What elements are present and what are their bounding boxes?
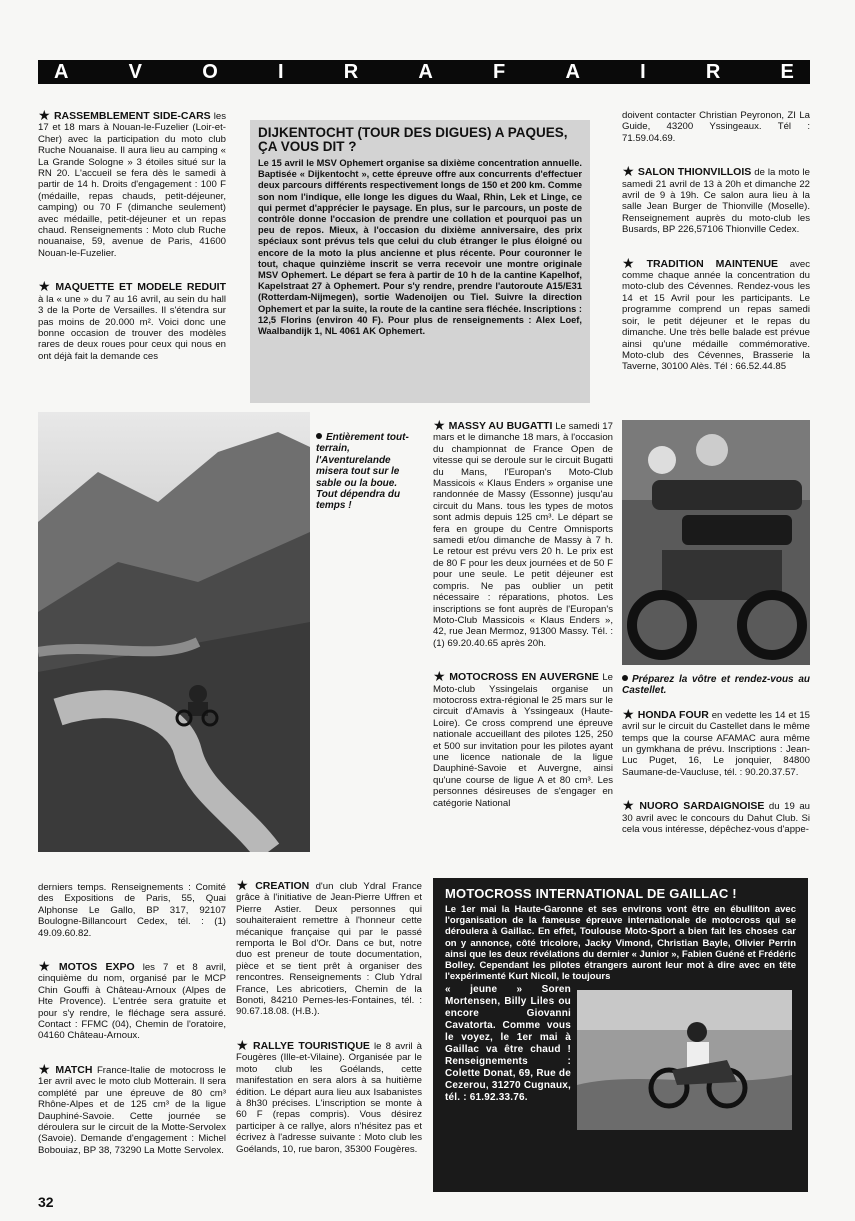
box-body: Le 1er mai la Haute-Garonne et ses environs vont être en ébulliton avec l'organisation de la fameuse épreuve internationale de motocross qui se déroulera à Gaillac. En effet, Toulouse Moto-Sport a bien fait les choses car on y annonce, côté tricolore, Jacky Vimond, Christian Bayle, Olivier Perrin ainsi que les deux révélations du dernier « Junior », Fabien Guéné et Frédéric Bolley. Cependant les pilotes étrangers auront leur mot à dire avec en tête l'expérimenté Kurt Nicoll, le toujours: [445, 904, 796, 983]
article-creation: [236, 877, 422, 1018]
article-title: HONDA FOUR: [637, 708, 709, 721]
article-maquette-cont: [38, 882, 226, 939]
star-icon: ★: [622, 705, 635, 722]
column-middle: [433, 417, 613, 831]
header-letter: R: [705, 60, 721, 83]
article-body: derniers temps. Renseignements : Comité des Expositions de Paris, 55, Quai Alphonse Le Gallo, BP 317, 92107 Boulogne-Billancourt Cedex, tél. : (1) 49.09.60.82.: [38, 882, 226, 939]
header-letter: A: [418, 60, 433, 83]
article-body: Le Moto-club Yssingelais organise un motocross extra-régional le 25 mars sur le circuit d'Amavis à Yssingeaux (Haute-Loire). Ce cross comprend une épreuve nationale accueillant des pilotes 125, 250 et 500 sur invitation pour les pilotes ayant une licence nationale de la ligue Dauphiné-Savoie et Auvergne, ainsi qu'une course de ligue A et 80 cm³. Les personnes désireuses de s'engager en catégorie National: [433, 672, 613, 809]
column-right-bottom: [622, 674, 810, 857]
article-massy: [433, 417, 613, 649]
article-body: les 7 et 8 avril, cinquième du nom, organisé par le MCP Chin Gouffi à Château-Arnoux (Alpes de Hte Provence). L'entrée sera gratuite et pour s'y rendre, le fléchage sera assuré. Contact : FFMC (04), Chemin de l'oratoire, 04160 Château-Arnoux.: [38, 962, 227, 1042]
article-title: MOTOS EXPO: [58, 961, 135, 974]
box-title: DIJKENTOCHT (TOUR DES DIGUES) A PAQUES, ÇA VOUS DIT ?: [258, 125, 568, 154]
article-rallye: [236, 1036, 422, 1155]
header-letter: O: [202, 60, 218, 83]
article-thionvillois: [622, 163, 810, 236]
mountain-trail-image: [38, 412, 310, 852]
column-left-top: [38, 107, 226, 384]
caption-castellet: [622, 674, 810, 697]
article-side-cars: [38, 107, 226, 259]
star-icon: ★: [38, 958, 56, 975]
dijkentocht-box: [250, 120, 590, 403]
header-letter: R: [343, 60, 359, 83]
column-right-top: [622, 110, 810, 395]
article-title: MOTOCROSS EN AUVERGNE: [449, 671, 599, 684]
article-title: MASSY AU BUGATTI: [448, 420, 553, 432]
header-letter: I: [277, 60, 284, 83]
article-tradition: [622, 254, 810, 373]
star-icon: ★: [38, 278, 53, 295]
article-honda: [622, 705, 810, 778]
photo-honda-motorcycle: [622, 420, 810, 665]
article-body: Le samedi 17 mars et le dimanche 18 mars, à l'occasion du championnat de France Open de vitesse qui se deroule sur le circuit Bugatti du Mans, l'Europan's Moto-Club Massicois « Klaus Enders » organise une randonnée de Massy (Essonne) jusqu'au circuit du Mans. tous les types de motos sont admis depuis 125 cm³. Le départ se fera en groupe du Centre Omnisports samedi et/ou dimanche de Massy à 7 h. Le retour est prévu vers 20 h. Le prix est de 80 F pour les deux journées et de 50 F pour une seule. Le petit déjeuner est compris. Ne pas oublier un petit nécessaire : réparations, photos. Les inscriptions se font auprès de l'Europan's Moto-Club Massicois « Klaus Enders », 42, rue Jean Mermoz, 91300 Massy. Tél. : (1) 69.20.40.65 après 20h.: [433, 421, 613, 649]
box-body-continued: « jeune » Soren Mortensen, Billy Liles ou encore Giovanni Cavatorta. Comme vous le voyez, le 1er mai à Gaillac va être chaud ! Renseignements : Colette Donat, 69, Rue de Cezerou, 31270 Cugnaux, tél. : 61.92.33.76.: [445, 984, 571, 1104]
caption-aventure: [316, 432, 416, 512]
article-title: TRADITION MAINTENUE: [646, 257, 779, 270]
star-icon: ★: [236, 877, 253, 893]
article-body: avec comme chaque année la concentration du moto-club des Cévennes. Rendez-vous les 14 et 15 Avril pour les participants. Le programme comprend un repas samedi soir, le petit déjeuner et le repas du dimanche. Une très belle balade est prévue ainsi qu'une médaille commémorative. Moto-club des Cévennes, Brasserie la Taverne, 30100 Alès. Tél : 66.52.44.85: [622, 258, 810, 373]
header-letter: V: [128, 60, 142, 83]
article-motocross-auvergne: [433, 668, 613, 809]
star-icon: ★: [622, 163, 635, 180]
box-body: Le 15 avril le MSV Ophemert organise sa dixième concentration annuelle. Baptisée « Dijkentocht », cette épreuve offre aux concurrents d'effectuer deux parcours différents respectivement longs de 150 et 200 km. Comme son nom l'indique, elle longe les digues du Waal, Rhin, Lek et Linge, ce qui permet d'apprécier le paysage. En plus, sur le parcours, un poste de contrôle donne l'occasion de prendre une collation et pourquoi pas un peu de repos. Mieux, à l'occasion du dixième anniversaire, des prix spéciaux sont prévus tels que celui du club étranger le plus éloigné ou encore de la moto la plus ancienne et plus récente. Pour couronner le tout, chaque quinzième inscrit se verra recevoir une montre originale MSV Ophemert. Le départ se fera à partir de 10 h de la cantine Kapelhof, Kapelstraat 27 à Ophemert. Pour s'y rendre, prendre l'autoroute A15/E31 (Rotterdam-Nijmegen), sortie Wadenoijen ou Tiel. Suivre la direction Ophemert et par la suite, la route de la cantine sera fléchée. Inscriptions : 12,5 Florins (environ 40 F). Pour plus de renseignements : Alex Loef, Waalbandijk 1, NL 4061 AK Ophemert.: [258, 158, 582, 337]
caption-text: Entièrement tout-terrain, l'Aventurelande misera tout sur le sable ou la boue. Tout dépendra du temps !: [316, 432, 409, 512]
header-letter: A: [54, 60, 69, 83]
article-body: à la « une » du 7 au 16 avril, au sein du hall 3 de la Porte de Versailles. Il s'étendra sur pas moins de 20.000 m². Voici donc une bonne occasion de trouver des modèles rares de deux roues pour ceux qui nous en ont déjà fait la demande ces: [38, 293, 226, 362]
article-title: MATCH: [55, 1063, 93, 1076]
article-title: CREATION: [255, 880, 310, 892]
honda-image: [622, 420, 810, 665]
column-bottom-left: [38, 882, 226, 1178]
star-icon: ★: [236, 1036, 250, 1053]
bullet-icon: [316, 433, 322, 439]
article-title: MAQUETTE ET MODELE REDUIT: [55, 281, 226, 294]
column-bottom-middle: [236, 877, 422, 1177]
article-body: les 17 et 18 mars à Nouan-le-Fuzelier (Loir-et-Cher) avec la participation du moto club Ruche Nouanaise. Il aura lieu au camping « La Grande Sologne » 3 étoiles situé sur la RN 20. L'accueil se fera dès le samedi à partir de 14 h. Droits d'engagement : 100 F (médaille, repas chauds, petit-déjeuner, camping) ou 70 F (dimanche seulement) avec médaille, petit-déjeuner et un repas chaud. Renseignements : Moto club Ruche nouanaise, 59, avenue de Paris, 41600 Nouan-le-Fuzelier.: [38, 111, 226, 259]
header-letter: A: [565, 60, 580, 83]
star-icon: ★: [622, 797, 637, 814]
article-motos-expo: [38, 958, 227, 1042]
header-letter: F: [493, 60, 506, 83]
article-title: NUORO SARDAIGNOISE: [639, 800, 765, 813]
article-body: d'un club Ydral France grâce à l'initiative de Jean-Pierre Uffren et Pierre Astier. Deux personnes qui souhaiteraient remettre à l'honneur cette mécanique française qui par le passé remporta le Bol d'Or. Dans ce but, notre duo est preneur de toute documentation, pièce et se tient prêt à organiser des rencontres. Renseignements : Club Ydral France, Les abricotiers, Chemin de la Bonoti, 84210 Pernes-les-Fontaines, tél. : 90.67.18.08. (H.B.).: [236, 881, 422, 1018]
photo-mountain-trail: [38, 412, 310, 852]
star-icon: ★: [38, 107, 51, 123]
article-body: le 8 avril à Fougères (Ille-et-Vilaine). Organisée par le moto club les Goélands, cette manifestation en sera alors à sa huitième édition. Le départ aura lieu aux Isabanistes à 8h30 précises. L'inscription se monte à 60 F (repas compris). Vous désirez participer à ce rallye, alors n'hésitez pas et écrivez à l'adresse suivante : Moto club les Goélands, 10, rue baron, 35300 Fougères.: [236, 1040, 422, 1155]
box-title: MOTOCROSS INTERNATIONAL DE GAILLAC !: [445, 886, 737, 901]
article-body: en vedette les 14 et 15 avril sur le circuit du Castellet dans le même temps que la course AFAMAC aura même un gymkhana de prévu. Inscriptions : Jean-Luc Puget, 16, Le jonquier, 84800 Saumane-de-Vaucluse, tél. : 90.20.37.57.: [622, 709, 810, 778]
header-letter: I: [640, 60, 646, 83]
star-icon: ★: [38, 1060, 53, 1077]
article-body: de la moto le samedi 21 avril de 13 à 20h et dimanche 22 avril de 9 à 19h. Ce salon aura lieu à la salle Jean Burger de Thionville (Moselle). Renseignement auprès du moto-club les Busards, BP 226,57106 Thionville Cedex.: [622, 167, 810, 236]
header-letter: E: [780, 60, 794, 83]
star-icon: ★: [622, 254, 644, 271]
article-right-top: [622, 110, 810, 144]
article-maquette: [38, 278, 226, 362]
bullet-icon: [622, 675, 628, 681]
star-icon: ★: [433, 417, 446, 433]
star-icon: ★: [433, 668, 447, 685]
caption-text: Préparez la vôtre et rendez-vous au Castellet.: [622, 674, 810, 697]
article-title: SALON THIONVILLOIS: [637, 166, 752, 179]
photo-motocross-rider: [577, 990, 792, 1130]
page-number: 32: [38, 1194, 54, 1210]
article-title: RASSEMBLEMENT SIDE-CARS: [53, 110, 211, 122]
gaillac-box: [433, 878, 808, 1192]
article-nuoro: [622, 797, 810, 836]
article-body: doivent contacter Christian Peyronon, ZI La Guide, 43200 Yssingeaux. Tél : 71.59.04.69.: [622, 110, 810, 144]
article-title: RALLYE TOURISTIQUE: [252, 1039, 370, 1052]
article-body: du 19 au 30 avril avec le concours du Dahut Club. Si cela vous intéresse, dépêchez-vous d'appe-: [622, 801, 810, 836]
article-match: [38, 1060, 226, 1156]
section-header-banner: [38, 60, 810, 84]
article-body: France-Italie de motocross le 1er avril avec le moto club Motterain. Il sera complété par une épreuve de 80 cm³ Rhône-Alpes et de 125 cm³ de la ligue Dauphiné-Savoie. Cette journée se déroulera sur le circuit de la Motte-Servolex (Savoie). Demande d'engagement : Michel Bobouiaz, BP 38, 73290 La Motte Servolex.: [38, 1064, 226, 1156]
motocross-image: [577, 990, 792, 1130]
